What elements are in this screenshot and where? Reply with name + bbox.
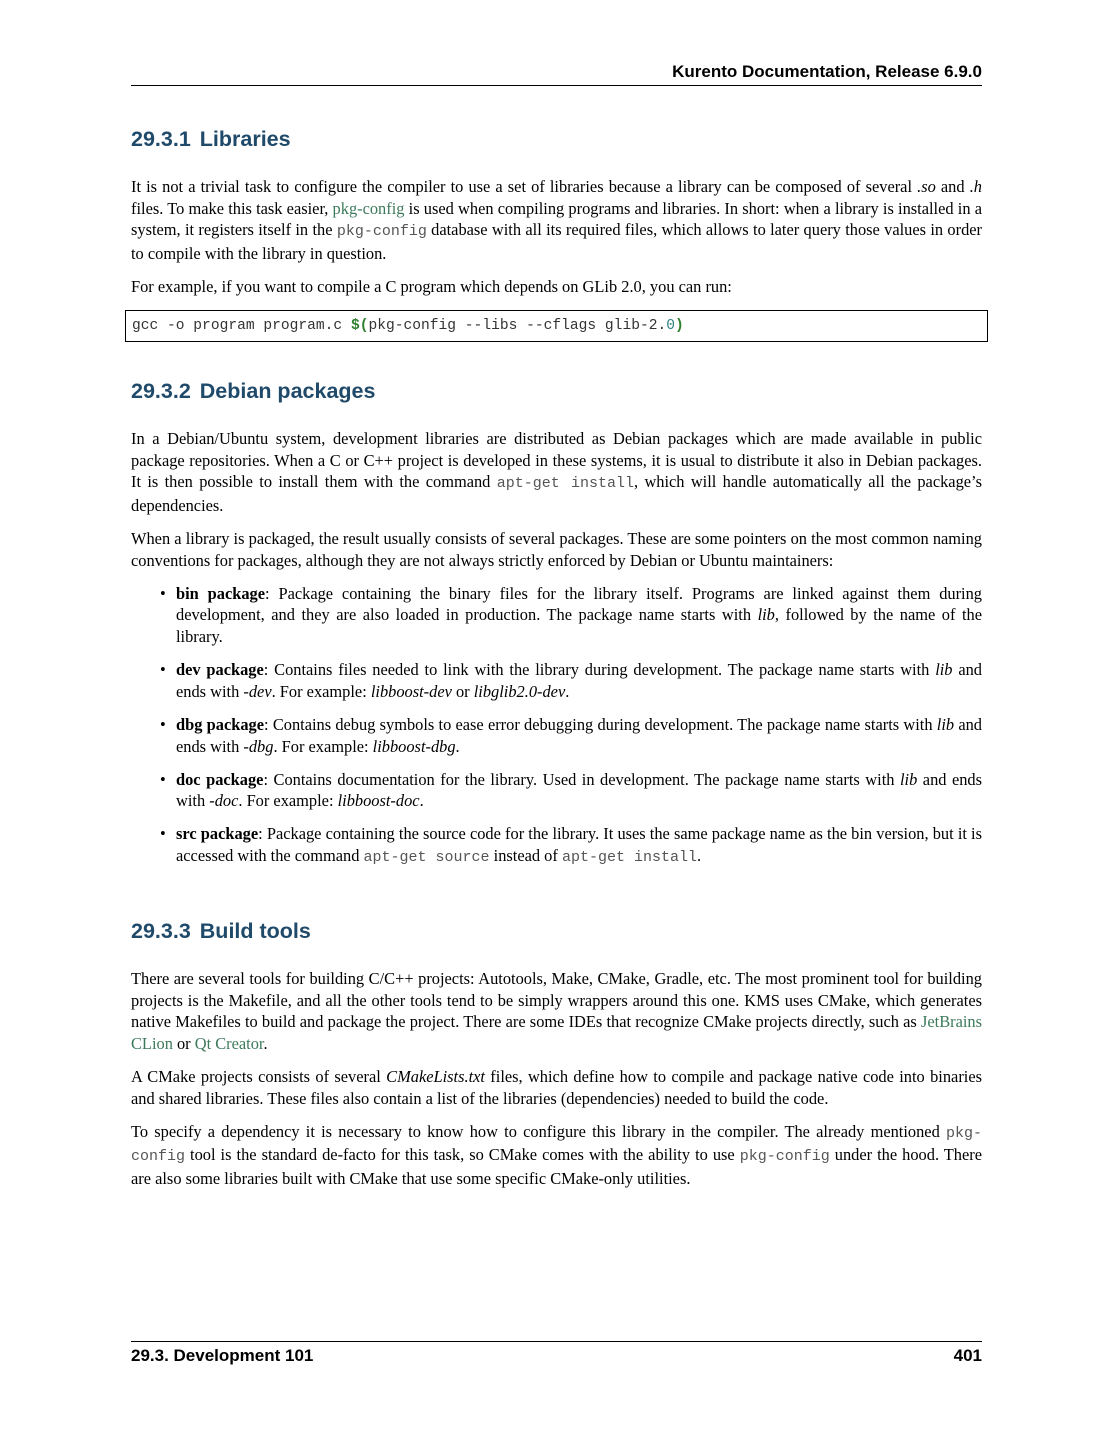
link[interactable]: pkg-config: [332, 198, 405, 218]
list-item: [176, 769, 982, 812]
emphasis: lib: [936, 714, 955, 734]
package-list: [131, 583, 982, 869]
section-number: 29.3.3: [131, 919, 191, 943]
section-heading: [131, 919, 982, 947]
text-run: : Contains files needed to link with the library during development. The package name starts with: [263, 660, 936, 680]
inline-code: apt-get source: [363, 849, 490, 867]
section-number: 29.3.1: [131, 127, 191, 151]
footer-section: 29.3. Development 101: [131, 1346, 314, 1365]
code-block: [125, 310, 988, 342]
inline-code: pkg-config: [131, 1124, 982, 1166]
text-run: .: [696, 846, 702, 866]
emphasis: CMakeLists.txt: [386, 1066, 485, 1086]
text-run: database with all its required files, which allows to later query those values in order to compile with the library in question.: [131, 220, 982, 263]
text-run: files. To make this task easier,: [131, 198, 333, 218]
inline-code: pkg-config: [336, 223, 427, 241]
text-run: tool is the standard de-facto for this task, so CMake comes with the ability to use: [185, 1145, 740, 1165]
text-run: . For example:: [238, 791, 338, 811]
emphasis: lib: [757, 605, 775, 625]
text-run: and ends with: [176, 714, 982, 756]
emphasis: .h: [969, 177, 982, 196]
inline-code: apt-get install: [561, 849, 697, 867]
list-item: [176, 823, 982, 868]
text-run: A CMake projects consists of several: [131, 1066, 387, 1086]
paragraph: [131, 1121, 982, 1190]
running-footer: [131, 1346, 982, 1366]
paragraph: [131, 428, 982, 516]
inline-code: apt-get install: [496, 475, 634, 493]
code-text: gcc -o program program.c: [132, 317, 351, 334]
link[interactable]: Qt Creator: [194, 1033, 264, 1053]
section-number: 29.3.2: [131, 379, 191, 403]
text-run: When a library is packaged, the result usually consists of several packages. These are some pointers on the most common naming conventions for packages, although they are not always strictly enforced by Debian or Ubuntu maintainers:: [131, 528, 982, 570]
paragraph: [131, 968, 982, 1054]
paragraph: [131, 176, 982, 264]
emphasis: lib: [935, 660, 953, 680]
paragraph: [131, 276, 982, 298]
section-heading: [131, 379, 982, 407]
term: dev package: [176, 660, 264, 680]
code-text: pkg-config --libs --cflags glib-2.: [368, 317, 667, 334]
text-run: .: [263, 1033, 268, 1053]
list-item: [176, 659, 982, 702]
section-build-tools: [131, 919, 982, 1190]
emphasis: libglib2.0-dev: [473, 681, 566, 701]
emphasis: libboost-dbg: [372, 736, 456, 756]
emphasis: -doc: [209, 791, 239, 811]
text-run: files, which define how to compile and package native code into binaries and shared libraries. These files also contain a list of the libraries (dependencies) needed to build the code.: [131, 1066, 982, 1108]
section-title: Debian packages: [199, 379, 376, 403]
emphasis: libboost-dev: [370, 681, 452, 701]
code-subshell-open: $(: [350, 317, 369, 334]
text-run: and: [935, 177, 970, 196]
header-rule: [131, 85, 982, 86]
emphasis: -dbg: [243, 736, 274, 756]
running-header: Kurento Documentation, Release 6.9.0: [672, 62, 982, 81]
text-run: To specify a dependency it is necessary to know how to configure this library in the compiler. The already mentioned: [131, 1121, 946, 1141]
section-heading: [131, 127, 982, 155]
inline-code: pkg-config: [739, 1148, 830, 1166]
text-run: , followed by the name of the library.: [176, 605, 982, 646]
text-run: . For example:: [273, 736, 373, 756]
text-run: .: [419, 791, 424, 811]
text-run: and ends with: [176, 660, 982, 701]
text-run: : Package containing the source code for the library. It uses the same package name as the bin version, but it is accessed with the command: [176, 824, 982, 866]
term: doc package: [176, 769, 264, 789]
text-run: : Contains documentation for the library. Used in development. The package name starts with: [263, 769, 900, 789]
section-debian-packages: [131, 379, 982, 880]
paragraph: [131, 528, 982, 571]
text-run: under the hood. There are also some libraries built with CMake that use some specific CMake-only utilities.: [131, 1145, 982, 1188]
code-number: 0: [666, 317, 675, 334]
text-run: is used when compiling programs and libraries. In short: when a library is installed in a system, it registers itself in the: [131, 198, 982, 240]
text-run: or: [172, 1033, 195, 1053]
emphasis: .so: [917, 177, 936, 196]
section-libraries: [131, 127, 982, 342]
paragraph: [131, 1066, 982, 1109]
list-item: [176, 583, 982, 648]
text-run: In a Debian/Ubuntu system, development libraries are distributed as Debian packages which are made available in public package repositories. When a C or C++ project is developed in these systems, it is usual to distribute it also in Debian packages. It is then possible to install them with the command: [131, 429, 982, 492]
page-number: 401: [953, 1346, 982, 1365]
link[interactable]: JetBrains CLion: [131, 1012, 982, 1053]
text-run: and ends with: [176, 769, 983, 811]
text-run: : Package containing the binary files for the library itself. Programs are linked against them during development, and they are also loaded in production. The package name starts with: [176, 583, 982, 625]
text-run: : Contains debug symbols to ease error debugging during development. The package name starts with: [264, 714, 937, 734]
text-run: It is not a trivial task to configure the compiler to use a set of libraries because a library can be composed of several: [131, 177, 918, 196]
term: dbg package: [176, 714, 265, 734]
text-run: , which will handle automatically all the package’s dependencies.: [131, 472, 982, 515]
emphasis: lib: [899, 769, 918, 789]
text-run: or: [451, 681, 474, 701]
text-run: instead of: [489, 846, 562, 866]
term: src package: [176, 824, 259, 844]
text-run: . For example:: [271, 681, 371, 701]
footer-rule: [131, 1341, 982, 1342]
term: bin package: [176, 583, 266, 603]
text-run: There are several tools for building C/C++ projects: Autotools, Make, CMake, Gradle, etc. The most prominent tool for building projects is the Makefile, and all the other tools tend to be simply wrappers around this one. KMS uses CMake, which generates native Makefiles to build and package the project. There are some IDEs that recognize CMake projects directly, such as: [131, 969, 982, 1032]
text-run: .: [565, 681, 570, 701]
section-title: Build tools: [199, 919, 311, 943]
text-run: .: [455, 736, 460, 756]
text-run: For example, if you want to compile a C program which depends on GLib 2.0, you can run:: [131, 276, 732, 296]
code-subshell-close: ): [675, 317, 684, 334]
section-title: Libraries: [199, 127, 291, 151]
emphasis: libboost-doc: [337, 791, 420, 811]
emphasis: -dev: [243, 681, 272, 701]
list-item: [176, 714, 982, 757]
